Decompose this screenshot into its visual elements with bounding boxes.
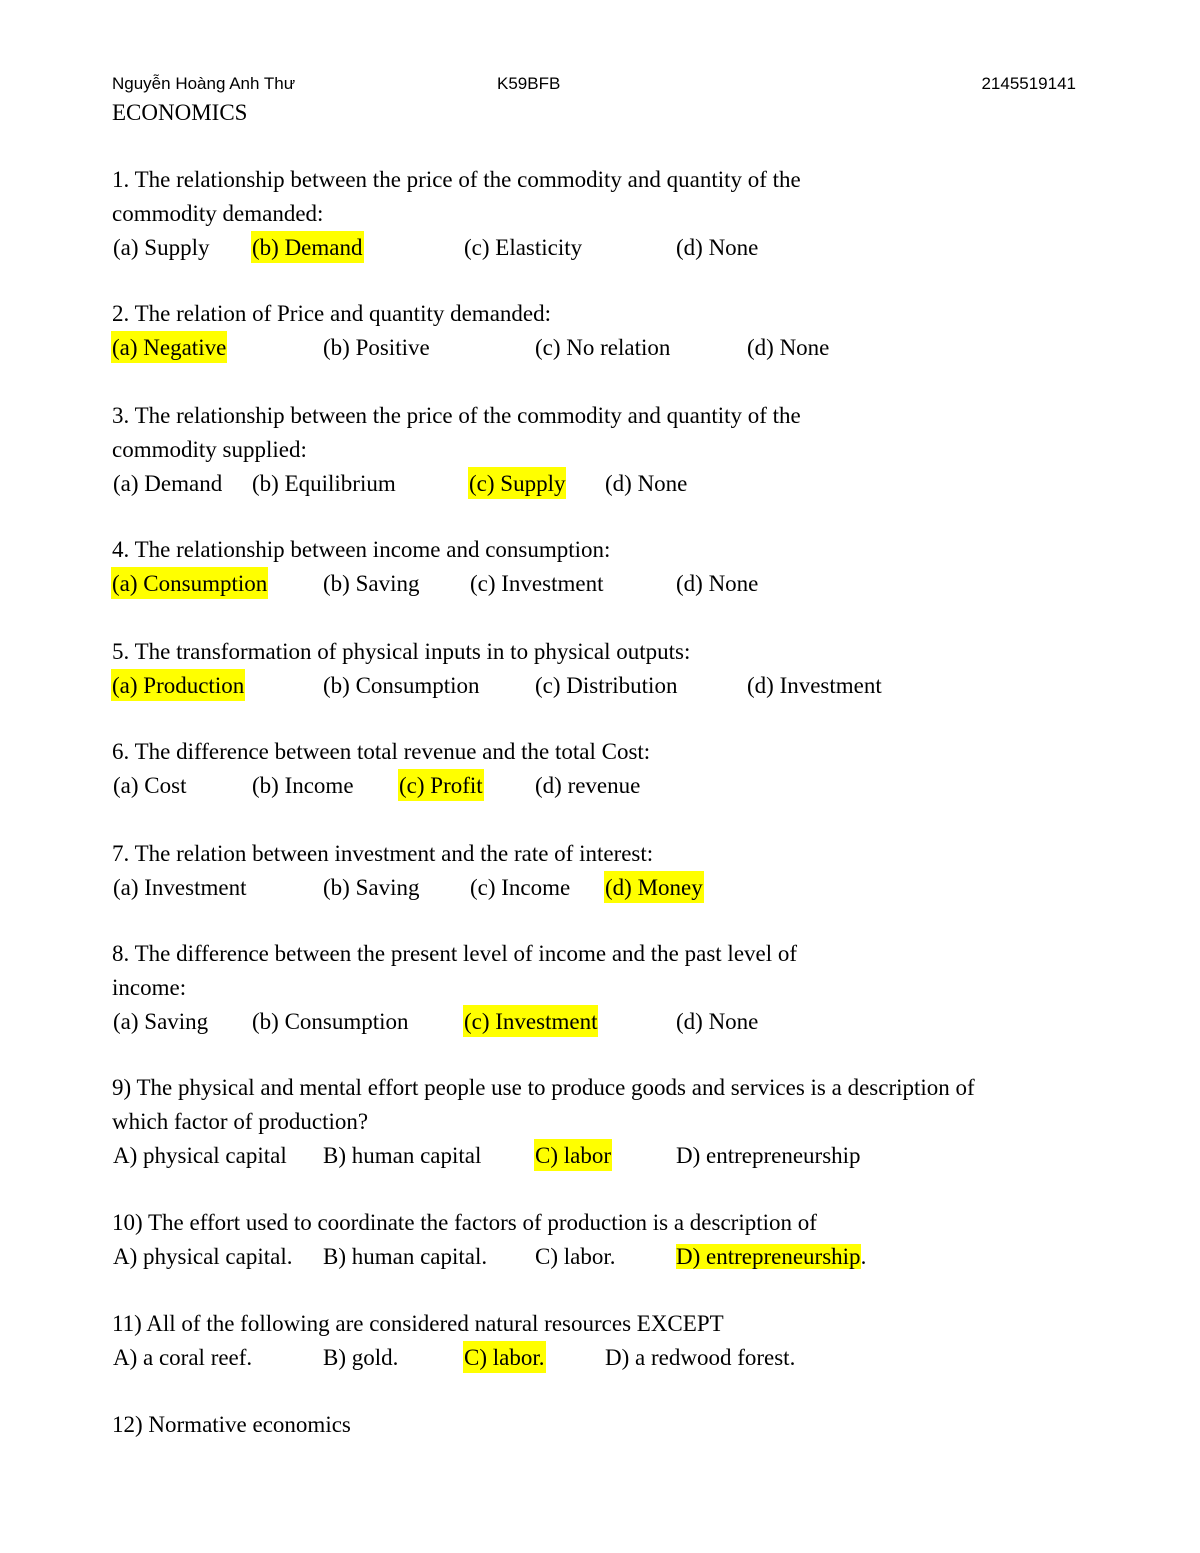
- question-text: 11) All of the following are considered natural resources EXCEPT: [112, 1311, 724, 1336]
- question-5: [112, 635, 1082, 703]
- option-a-answer: (a) Consumption: [111, 567, 268, 599]
- question-text: 3. The relationship between the price of the commodity and quantity of the commodity supplied:: [112, 403, 801, 462]
- option-d: (d) revenue: [535, 773, 641, 798]
- question-text: 12) Normative economics: [112, 1412, 351, 1437]
- option-row: [112, 331, 1012, 365]
- option-d: (d) None: [676, 235, 759, 260]
- question-10: [112, 1206, 1082, 1274]
- option-d-answer: (d) Money: [604, 871, 704, 903]
- question-7: [112, 837, 1082, 905]
- option-b-answer: (b) Demand: [251, 231, 364, 263]
- option-row: [112, 1139, 1012, 1173]
- option-d: (d) None: [747, 335, 830, 360]
- question-text: 10) The effort used to coordinate the factors of production is a description of: [112, 1210, 817, 1235]
- option-c: C) labor.: [535, 1244, 616, 1269]
- option-row: [112, 467, 1012, 501]
- question-text: 8. The difference between the present level of income and the past level of income:: [112, 941, 798, 1000]
- option-a: (a) Demand: [113, 471, 223, 496]
- question-text: 5. The transformation of physical inputs in to physical outputs:: [112, 639, 691, 664]
- option-d: (d) None: [676, 571, 759, 596]
- option-row: [112, 871, 1012, 905]
- option-c-answer: (c) Profit: [398, 769, 484, 801]
- question-text: 1. The relationship between the price of the commodity and quantity of the commodity demanded:: [112, 167, 801, 226]
- question-1: [112, 163, 1082, 265]
- option-c: (c) No relation: [535, 335, 671, 360]
- option-a-answer: (a) Production: [111, 669, 245, 701]
- option-a: (a) Supply: [113, 235, 210, 260]
- option-a: A) physical capital: [113, 1143, 287, 1168]
- question-11: [112, 1307, 1082, 1375]
- option-a: (a) Cost: [113, 773, 187, 798]
- option-d: (d) None: [605, 471, 688, 496]
- option-a: A) physical capital.: [113, 1244, 293, 1269]
- option-b: B) human capital.: [323, 1244, 488, 1269]
- option-b: (b) Consumption: [323, 673, 480, 698]
- option-b: B) human capital: [323, 1143, 482, 1168]
- question-2: [112, 297, 1082, 365]
- option-b: (b) Saving: [323, 571, 420, 596]
- student-id: 2145519141: [981, 74, 1076, 93]
- option-row: [112, 567, 1012, 601]
- option-d-answer-wrap: [675, 1240, 867, 1272]
- question-8: [112, 937, 1082, 1039]
- option-row: [112, 1240, 1012, 1274]
- option-d: D) a redwood forest.: [605, 1345, 796, 1370]
- option-b: (b) Saving: [323, 875, 420, 900]
- option-row: [112, 769, 1012, 803]
- option-row: [112, 1341, 1012, 1375]
- question-9: [112, 1071, 1082, 1173]
- option-b: (b) Positive: [323, 335, 430, 360]
- option-a: (a) Saving: [113, 1009, 209, 1034]
- option-d-trailing-period: .: [860, 1244, 867, 1269]
- option-a: (a) Investment: [113, 875, 247, 900]
- option-d-answer: D) entrepreneurship: [676, 1244, 861, 1269]
- option-b: (b) Equilibrium: [252, 471, 396, 496]
- option-c: (c) Income: [470, 875, 571, 900]
- option-c: (c) Distribution: [535, 673, 678, 698]
- question-6: [112, 735, 1082, 803]
- document-title: ECONOMICS: [112, 100, 248, 125]
- option-c: (c) Investment: [470, 571, 604, 596]
- question-3: [112, 399, 1082, 501]
- option-row: [112, 669, 1012, 703]
- option-d: (d) None: [676, 1009, 759, 1034]
- option-c-answer: C) labor.: [463, 1341, 546, 1373]
- option-row: [112, 1005, 1012, 1039]
- question-4: [112, 533, 1082, 601]
- student-name: Nguyễn Hoàng Anh Thư: [112, 74, 296, 93]
- option-b: B) gold.: [323, 1345, 399, 1370]
- option-d: D) entrepreneurship: [676, 1143, 861, 1168]
- class-code: K59BFB: [497, 74, 561, 93]
- question-12: [112, 1408, 1082, 1442]
- option-b: (b) Consumption: [252, 1009, 409, 1034]
- option-row: [112, 231, 1012, 265]
- option-c-answer: C) labor: [534, 1139, 612, 1171]
- option-c: (c) Elasticity: [464, 235, 583, 260]
- option-c-answer: (c) Investment: [463, 1005, 598, 1037]
- question-text: 9) The physical and mental effort people use to produce goods and services is a description of which factor of production?: [112, 1075, 975, 1134]
- option-d: (d) Investment: [747, 673, 882, 698]
- option-c-answer: (c) Supply: [468, 467, 566, 499]
- option-a-answer: (a) Negative: [111, 331, 227, 363]
- question-text: 7. The relation between investment and the rate of interest:: [112, 841, 654, 866]
- option-a: A) a coral reef.: [113, 1345, 253, 1370]
- question-text: 6. The difference between total revenue and the total Cost:: [112, 739, 651, 764]
- page-header: [112, 74, 1076, 98]
- question-text: 4. The relationship between income and consumption:: [112, 537, 611, 562]
- option-b: (b) Income: [252, 773, 354, 798]
- question-text: 2. The relation of Price and quantity demanded:: [112, 301, 551, 326]
